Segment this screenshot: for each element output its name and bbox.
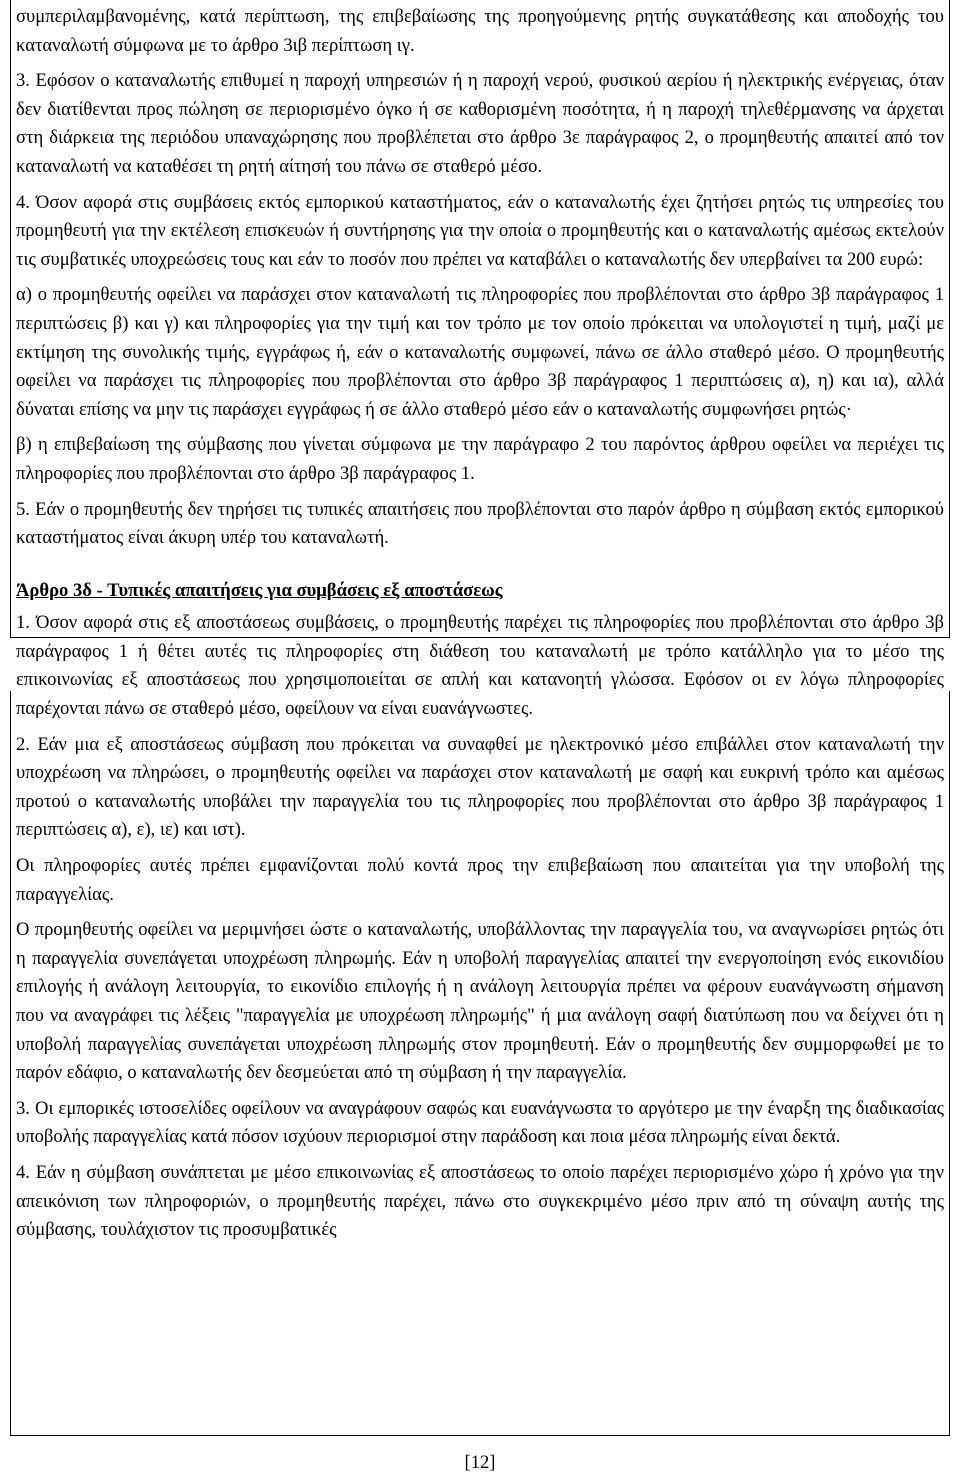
page-number: [12] (464, 1452, 496, 1473)
article-paragraph-4: 4. Εάν η σύμβαση συνάπτεται με μέσο επικοινωνίας εξ αποστάσεως το οποίο παρέχει περιορισμένο χώρο ή χρόνο για την απεικόνιση των πληροφοριών, ο προμηθευτής παρέχει, πάνω στο συγκεκριμένο μέσο πριν από τη σύναψη αυτής της σύμβασης, τουλάχιστον τις προσυμβατικές (16, 1161, 944, 1241)
article-paragraph-3: 3. Οι εμπορικές ιστοσελίδες οφείλουν να αναγράφουν σαφώς και ευανάγνωστα το αργότερο με την έναρξη της διαδικασίας υποβολής παραγγελίας κατά πόσον ισχύουν περιορισμοί στην παράδοση και ποια μέσα πληρωμής είναι δεκτά. (16, 1097, 944, 1148)
article-paragraph-1: 1. Όσον αφορά στις εξ αποστάσεως συμβάσεις, ο προμηθευτής παρέχει τις πληροφορίες που προβλέπονται στο άρθρο 3β παράγραφος 1 ή θέτει αυτές τις πληροφορίες στη διάθεση του καταναλωτή με τρόπο κατάλληλο για το μέσο της επικοινωνίας εξ αποστάσεως που χρησιμοποιείται σε απλή και κατανοητή γλώσσα. Εφόσον οι εν λόγω πληροφορίες παρέχονται πάνω σε σταθερό μέσο, οφείλουν να είναι ευανάγνωστες. (16, 612, 944, 720)
paragraph-4: 4. Όσον αφορά στις συμβάσεις εκτός εμπορικού καταστήματος, εάν ο καταναλωτής έχει ζητήσει ρητώς τις υπηρεσίες του προμηθευτή για την εκτέλεση επισκευών ή συντήρησης για την οποία ο προμηθευτής και ο καταναλωτής αμέσως εκτελούν τις συμβατικές υποχρεώσεις τους και εάν το ποσόν που πρέπει να καταβάλει ο καταναλωτής δεν υπερβαίνει τα 200 ευρώ: (16, 191, 944, 270)
paragraph-5: 5. Εάν ο προμηθευτής δεν τηρήσει τις τυπικές απαιτήσεις που προβλέπονται στο παρόν άρθρο η σύμβαση εκτός εμπορικού καταστήματος είναι άκυρη υπέρ του καταναλωτή. (16, 498, 944, 549)
document-body (16, 3, 944, 1245)
paragraph-continuation: συμπεριλαμβανομένης, κατά περίπτωση, της επιβεβαίωσης της προηγούμενης ρητής συγκατάθεσης και αποδοχής του καταναλωτή σύμφωνα με το άρθρο 3ιβ περίπτωση ιγ. (16, 6, 944, 56)
article-heading: Άρθρο 3δ - Τυπικές απαιτήσεις για συμβάσεις εξ αποστάσεως (16, 579, 503, 601)
article-paragraph-2-b: Οι πληροφορίες αυτές πρέπει εμφανίζονται πολύ κοντά προς την επιβεβαίωση που απαιτείται για την υποβολή της παραγγελίας. (16, 855, 944, 905)
paragraph-3: 3. Εφόσον ο καταναλωτής επιθυμεί η παροχή υπηρεσιών ή η παροχή νερού, φυσικού αερίου ή ηλεκτρικής ενέργειας, όταν δεν διατίθενται προς πώληση σε περιορισμένο όγκο ή σε καθορισμένη ποσότητα, ή η παροχή τηλεθέρμανσης να άρχεται στη διάρκεια της περιόδου υπαναχώρησης που προβλέπεται στο άρθρο 3ε παράγραφος 2, ο προμηθευτής απαιτεί από τον καταναλωτή να καταθέσει τη ρητή αίτησή του πάνω σε σταθερό μέσο. (16, 70, 944, 177)
paragraph-4-b: β) η επιβεβαίωση της σύμβασης που γίνεται σύμφωνα με την παράγραφο 2 του παρόντος άρθρου οφείλει να περιέχει τις πληροφορίες που προβλέπονται στο άρθρο 3β παράγραφος 1. (16, 434, 944, 484)
paragraph-4-a: α) ο προμηθευτής οφείλει να παράσχει στον καταναλωτή τις πληροφορίες που προβλέπονται στο άρθρο 3β παράγραφος 1 περιπτώσεις β) και γ) και πληροφορίες για την τιμή και τον τρόπο με τον οποίο πρόκειται να υπολογιστεί η τιμή, μαζί με εκτίμηση της συνολικής τιμής, εγγράφως ή, εάν ο καταναλωτής συμφωνεί, πάνω σε άλλο σταθερό μέσο. Ο προμηθευτής οφείλει να παράσχει τις πληροφορίες που προβλέπονται στο άρθρο 3β παράγραφος 1 περιπτώσεις α), η) και ια), αλλά δύναται επίσης να μην τις παράσχει εγγράφως ή σε άλλο σταθερό μέσο εάν ο καταναλωτής συμφωνήσει ρητώς· (16, 284, 944, 420)
article-paragraph-2: 2. Εάν μια εξ αποστάσεως σύμβαση που πρόκειται να συναφθεί με ηλεκτρονικό μέσο επιβάλλει στον καταναλωτή την υποχρέωση να πληρώσει, ο προμηθευτής οφείλει να παράσχει στον καταναλωτή με σαφή και ευκρινή τρόπο και αμέσως προτού ο καταναλωτής υποβάλει την παραγγελία του τις πληροφορίες που προβλέπονται στο άρθρο 3β παράγραφος 1 περιπτώσεις α), ε), ιε) και ιστ). (16, 733, 944, 841)
article-paragraph-2-c: Ο προμηθευτής οφείλει να μεριμνήσει ώστε ο καταναλωτής, υποβάλλοντας την παραγγελία του, να αναγνωρίσει ρητώς ότι η παραγγελία συνεπάγεται υποχρέωση πληρωμής. Εάν η υποβολή παραγγελίας απαιτεί την ενεργοποίηση ενός εικονιδίου επιλογής ή ανάλογη λειτουργία, το εικονίδιο επιλογής ή η ανάλογη λειτουργία πρέπει να φέρουν ευανάγνωστη σήμανση που να αναγράφει τις λέξεις "παραγγελία με υποχρέωση πληρωμής" ή μια ανάλογη σαφή διατύπωση που να δείχνει ότι η υποβολή παραγγελίας συνεπάγεται υποχρέωση πληρωμής στον προμηθευτή. Εάν ο προμηθευτής δεν συμμορφωθεί με το παρόν εδάφιο, ο καταναλωτής δεν δεσμεύεται από τη σύμβαση ή την παραγγελία. (16, 919, 944, 1084)
